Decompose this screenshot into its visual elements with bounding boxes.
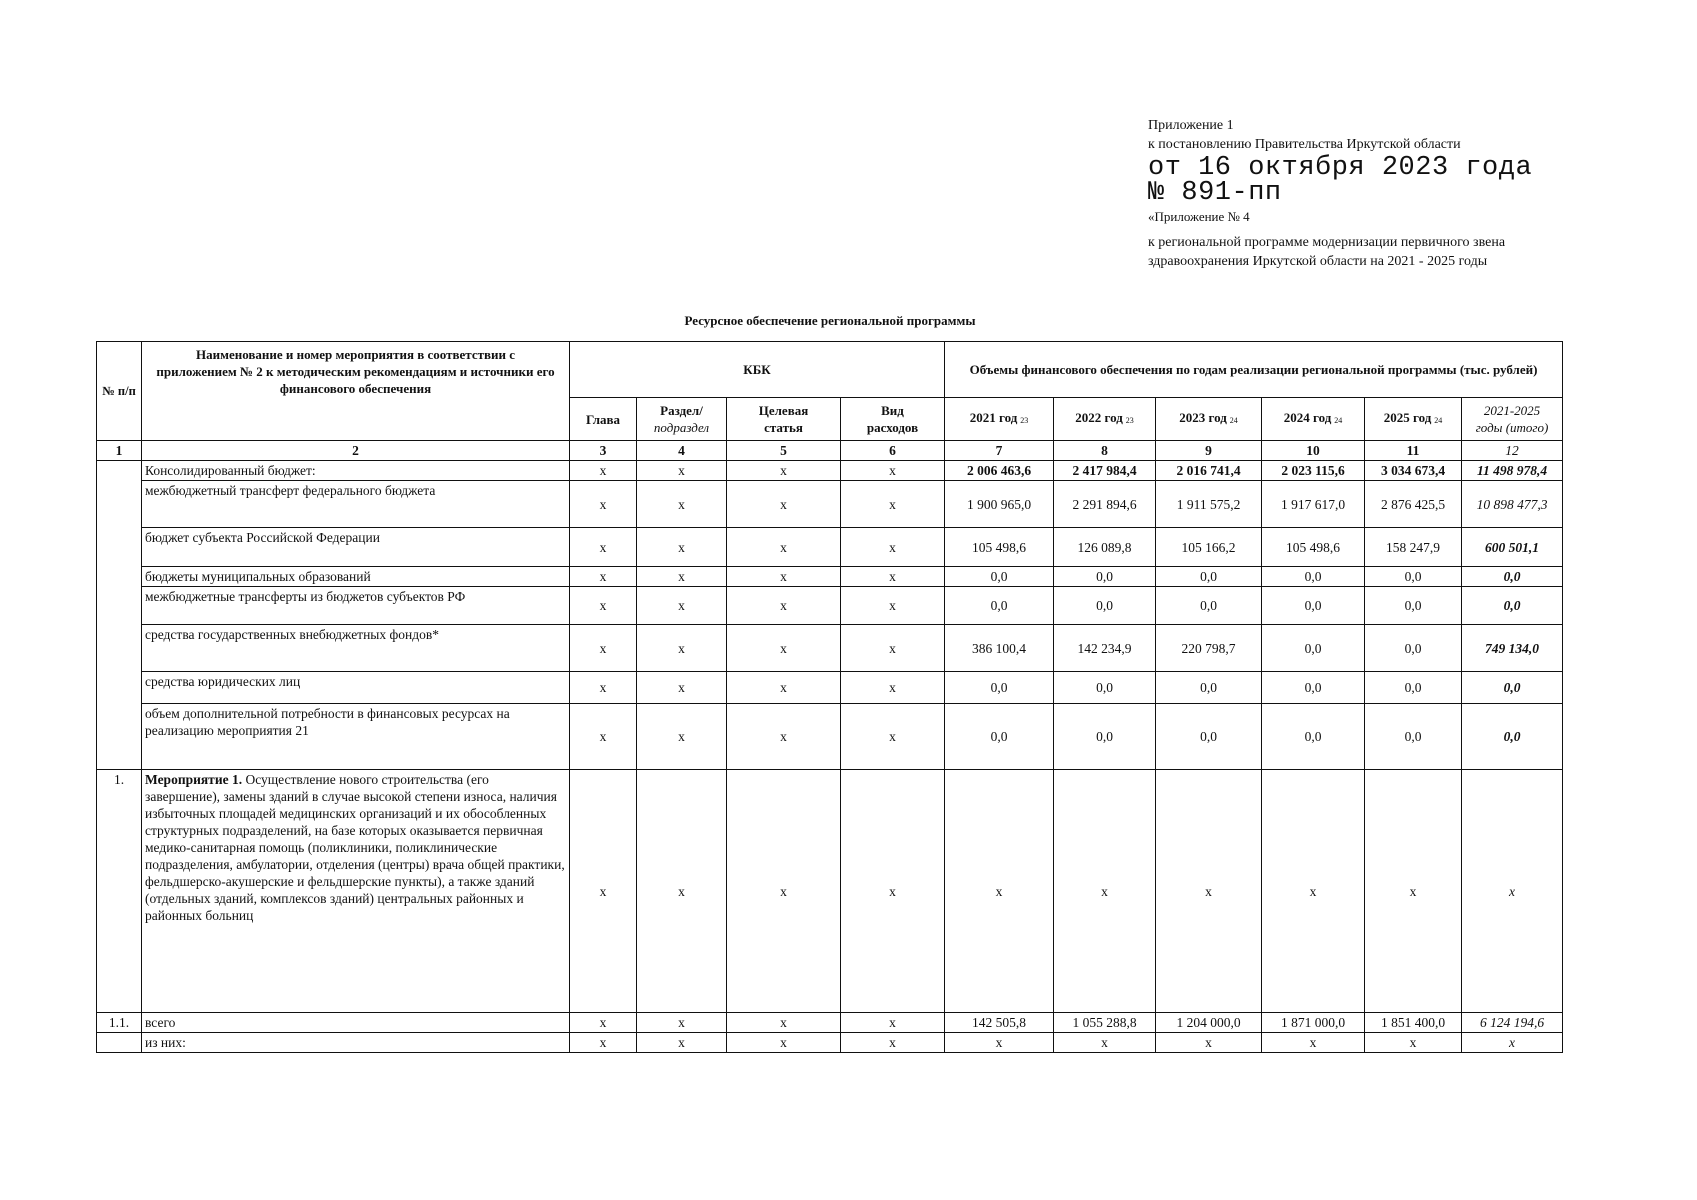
kbk-cell: x bbox=[637, 1013, 727, 1033]
value-cell: 0,0 bbox=[1365, 704, 1462, 770]
row-name: межбюджетные трансферты из бюджетов субъектов РФ bbox=[142, 587, 570, 625]
kbk-cell: x bbox=[727, 461, 841, 481]
total-cell: 749 134,0 bbox=[1462, 625, 1563, 672]
value-cell: 0,0 bbox=[1054, 704, 1156, 770]
value-cell: x bbox=[1262, 770, 1365, 1013]
date-stamp: от 16 октября 2023 года bbox=[1148, 153, 1533, 183]
appendix-header bbox=[1148, 116, 1668, 225]
kbk-cell: x bbox=[841, 567, 945, 587]
kbk-cell: x bbox=[570, 625, 637, 672]
column-number: 12 bbox=[1462, 441, 1563, 461]
value-cell: 0,0 bbox=[1262, 625, 1365, 672]
column-number: 5 bbox=[727, 441, 841, 461]
header-vid-line2: расходов bbox=[866, 420, 919, 435]
column-number: 3 bbox=[570, 441, 637, 461]
value-cell: 2 006 463,6 bbox=[945, 461, 1054, 481]
value-cell: 1 055 288,8 bbox=[1054, 1013, 1156, 1033]
kbk-cell: x bbox=[727, 625, 841, 672]
value-cell: 105 498,6 bbox=[1262, 528, 1365, 567]
table-row bbox=[97, 1033, 1563, 1053]
value-cell: 1 851 400,0 bbox=[1365, 1013, 1462, 1033]
kbk-cell: x bbox=[570, 672, 637, 704]
value-cell: 3 034 673,4 bbox=[1365, 461, 1462, 481]
value-cell: 142 505,8 bbox=[945, 1013, 1054, 1033]
kbk-cell: x bbox=[727, 770, 841, 1013]
kbk-cell: x bbox=[841, 481, 945, 528]
row-name: бюджеты муниципальных образований bbox=[142, 567, 570, 587]
kbk-cell: x bbox=[727, 567, 841, 587]
value-cell: 0,0 bbox=[945, 587, 1054, 625]
column-number: 7 bbox=[945, 441, 1054, 461]
value-cell: 0,0 bbox=[945, 567, 1054, 587]
value-cell: 1 204 000,0 bbox=[1156, 1013, 1262, 1033]
row-name: средства юридических лиц bbox=[142, 672, 570, 704]
kbk-cell: x bbox=[570, 461, 637, 481]
header-2023 bbox=[1156, 398, 1262, 441]
kbk-cell: x bbox=[841, 1033, 945, 1053]
program-line-1: к региональной программе модернизации первичного звена bbox=[1148, 235, 1506, 250]
table-row bbox=[97, 1013, 1563, 1033]
header-2024 bbox=[1262, 398, 1365, 441]
total-cell: 6 124 194,6 bbox=[1462, 1013, 1563, 1033]
value-cell: 1 871 000,0 bbox=[1262, 1013, 1365, 1033]
value-cell: 0,0 bbox=[1262, 672, 1365, 704]
table-row bbox=[97, 567, 1563, 587]
column-number: 6 bbox=[841, 441, 945, 461]
value-cell: 0,0 bbox=[1365, 625, 1462, 672]
header-total-line1: 2021-2025 bbox=[1483, 403, 1541, 418]
header-2021 bbox=[945, 398, 1054, 441]
column-number-row bbox=[97, 441, 1563, 461]
header-tselevaya-line2: статья bbox=[764, 420, 803, 435]
value-cell: x bbox=[1054, 1033, 1156, 1053]
header-2024-note: 24 bbox=[1334, 416, 1343, 425]
appendix4-label: «Приложение № 4 bbox=[1148, 209, 1250, 224]
kbk-cell: x bbox=[637, 528, 727, 567]
kbk-cell: x bbox=[727, 481, 841, 528]
column-number: 4 bbox=[637, 441, 727, 461]
value-cell: 0,0 bbox=[1365, 587, 1462, 625]
kbk-cell: x bbox=[570, 1013, 637, 1033]
value-cell: 105 498,6 bbox=[945, 528, 1054, 567]
total-cell: 10 898 477,3 bbox=[1462, 481, 1563, 528]
column-number: 9 bbox=[1156, 441, 1262, 461]
row-name bbox=[142, 770, 570, 1013]
row-name: объем дополнительной потребности в финансовых ресурсах на реализацию мероприятия 21 bbox=[142, 704, 570, 770]
value-cell: x bbox=[1156, 1033, 1262, 1053]
resource-table bbox=[96, 341, 1563, 1053]
kbk-cell: x bbox=[841, 770, 945, 1013]
header-2025-note: 24 bbox=[1434, 416, 1443, 425]
value-cell: 0,0 bbox=[945, 704, 1054, 770]
header-2025-label: 2025 год bbox=[1383, 410, 1432, 425]
table-row bbox=[97, 625, 1563, 672]
header-vid-line1: Вид bbox=[881, 403, 904, 418]
row-name: из них: bbox=[142, 1033, 570, 1053]
value-cell: 1 917 617,0 bbox=[1262, 481, 1365, 528]
kbk-cell: x bbox=[841, 461, 945, 481]
column-number: 1 bbox=[97, 441, 142, 461]
header-glava: Глава bbox=[570, 398, 637, 441]
kbk-cell: x bbox=[727, 587, 841, 625]
header-2025 bbox=[1365, 398, 1462, 441]
kbk-cell: x bbox=[570, 567, 637, 587]
kbk-cell: x bbox=[570, 704, 637, 770]
value-cell: 142 234,9 bbox=[1054, 625, 1156, 672]
column-number: 11 bbox=[1365, 441, 1462, 461]
value-cell: x bbox=[945, 770, 1054, 1013]
total-cell: 0,0 bbox=[1462, 587, 1563, 625]
value-cell: 0,0 bbox=[1262, 704, 1365, 770]
value-cell: 0,0 bbox=[1156, 672, 1262, 704]
row-name: бюджет субъекта Российской Федерации bbox=[142, 528, 570, 567]
value-cell: 0,0 bbox=[1365, 672, 1462, 704]
value-cell: 0,0 bbox=[1156, 704, 1262, 770]
column-number: 2 bbox=[142, 441, 570, 461]
header-total bbox=[1462, 398, 1563, 441]
program-reference bbox=[1148, 233, 1668, 271]
total-cell: 0,0 bbox=[1462, 672, 1563, 704]
header-name: Наименование и номер мероприятия в соответствии с приложением № 2 к методическим рекомендациям и источники его финансового обеспечения bbox=[142, 342, 570, 441]
value-cell: x bbox=[945, 1033, 1054, 1053]
header-kbk: КБК bbox=[570, 342, 945, 398]
header-2023-note: 24 bbox=[1229, 416, 1238, 425]
header-total-line2: годы (итого) bbox=[1475, 420, 1549, 435]
row-name: межбюджетный трансферт федерального бюджета bbox=[142, 481, 570, 528]
kbk-cell: x bbox=[841, 625, 945, 672]
header-2021-label: 2021 год bbox=[969, 410, 1018, 425]
value-cell: 2 023 115,6 bbox=[1262, 461, 1365, 481]
row-name: средства государственных внебюджетных фондов* bbox=[142, 625, 570, 672]
header-2022-label: 2022 год bbox=[1075, 410, 1123, 425]
row-number: 1.1. bbox=[97, 1013, 142, 1033]
value-cell: 0,0 bbox=[1156, 587, 1262, 625]
value-cell: 126 089,8 bbox=[1054, 528, 1156, 567]
kbk-cell: x bbox=[637, 587, 727, 625]
value-cell: 158 247,9 bbox=[1365, 528, 1462, 567]
header-vid bbox=[841, 398, 945, 441]
row-name: всего bbox=[142, 1013, 570, 1033]
header-razdel bbox=[637, 398, 727, 441]
value-cell: 2 016 741,4 bbox=[1156, 461, 1262, 481]
value-cell: 0,0 bbox=[945, 672, 1054, 704]
total-cell: 0,0 bbox=[1462, 567, 1563, 587]
kbk-cell: x bbox=[841, 528, 945, 567]
program-line-2: здравоохранения Иркутской области на 2021 - 2025 годы bbox=[1148, 254, 1488, 269]
kbk-cell: x bbox=[727, 1013, 841, 1033]
header-2024-label: 2024 год bbox=[1283, 410, 1332, 425]
row-number-merged bbox=[97, 461, 142, 770]
value-cell: x bbox=[1156, 770, 1262, 1013]
kbk-cell: x bbox=[637, 461, 727, 481]
total-cell: x bbox=[1462, 1033, 1563, 1053]
table-row bbox=[97, 704, 1563, 770]
kbk-cell: x bbox=[841, 587, 945, 625]
value-cell: 2 876 425,5 bbox=[1365, 481, 1462, 528]
value-cell: x bbox=[1365, 770, 1462, 1013]
kbk-cell: x bbox=[727, 672, 841, 704]
resolution-reference: к постановлению Правительства Иркутской области bbox=[1148, 137, 1461, 152]
value-cell: 0,0 bbox=[1054, 567, 1156, 587]
header-tselevaya-line1: Целевая bbox=[758, 403, 809, 418]
table-row bbox=[97, 672, 1563, 704]
header-2021-note: 23 bbox=[1020, 416, 1029, 425]
kbk-cell: x bbox=[637, 481, 727, 528]
table-row bbox=[97, 587, 1563, 625]
value-cell: x bbox=[1262, 1033, 1365, 1053]
value-cell: 2 291 894,6 bbox=[1054, 481, 1156, 528]
kbk-cell: x bbox=[637, 567, 727, 587]
row-number: 1. bbox=[97, 770, 142, 1013]
value-cell: 0,0 bbox=[1156, 567, 1262, 587]
total-cell: 600 501,1 bbox=[1462, 528, 1563, 567]
header-row-1 bbox=[97, 342, 1563, 398]
value-cell: 1 911 575,2 bbox=[1156, 481, 1262, 528]
kbk-cell: x bbox=[841, 704, 945, 770]
row-number bbox=[97, 1033, 142, 1053]
total-cell: 11 498 978,4 bbox=[1462, 461, 1563, 481]
header-num: № п/п bbox=[97, 342, 142, 441]
kbk-cell: x bbox=[727, 528, 841, 567]
kbk-cell: x bbox=[570, 770, 637, 1013]
kbk-cell: x bbox=[570, 528, 637, 567]
appendix-label: Приложение 1 bbox=[1148, 118, 1234, 133]
table-row bbox=[97, 528, 1563, 567]
kbk-cell: x bbox=[727, 704, 841, 770]
table-row bbox=[97, 770, 1563, 1013]
value-cell: 0,0 bbox=[1262, 567, 1365, 587]
table-row bbox=[97, 481, 1563, 528]
number-stamp: № 891-пп bbox=[1148, 178, 1282, 208]
table-row bbox=[97, 461, 1563, 481]
value-cell: x bbox=[1054, 770, 1156, 1013]
kbk-cell: x bbox=[841, 1013, 945, 1033]
kbk-cell: x bbox=[637, 770, 727, 1013]
kbk-cell: x bbox=[637, 704, 727, 770]
value-cell: 105 166,2 bbox=[1156, 528, 1262, 567]
row-name: Консолидированный бюджет: bbox=[142, 461, 570, 481]
document-title: Ресурсное обеспечение региональной программы bbox=[684, 313, 976, 328]
kbk-cell: x bbox=[570, 587, 637, 625]
header-tselevaya bbox=[727, 398, 841, 441]
value-cell: 0,0 bbox=[1054, 672, 1156, 704]
value-cell: 0,0 bbox=[1054, 587, 1156, 625]
value-cell: 0,0 bbox=[1262, 587, 1365, 625]
header-2022 bbox=[1054, 398, 1156, 441]
kbk-cell: x bbox=[727, 1033, 841, 1053]
kbk-cell: x bbox=[570, 481, 637, 528]
value-cell: 1 900 965,0 bbox=[945, 481, 1054, 528]
kbk-cell: x bbox=[637, 672, 727, 704]
value-cell: 220 798,7 bbox=[1156, 625, 1262, 672]
header-2023-label: 2023 год bbox=[1179, 410, 1227, 425]
column-number: 10 bbox=[1262, 441, 1365, 461]
row-name-bold: Мероприятие 1. bbox=[145, 772, 243, 787]
kbk-cell: x bbox=[570, 1033, 637, 1053]
value-cell: 386 100,4 bbox=[945, 625, 1054, 672]
kbk-cell: x bbox=[637, 625, 727, 672]
kbk-cell: x bbox=[841, 672, 945, 704]
kbk-cell: x bbox=[637, 1033, 727, 1053]
value-cell: 2 417 984,4 bbox=[1054, 461, 1156, 481]
header-razdel-line1: Раздел/ bbox=[660, 403, 703, 418]
value-cell: 0,0 bbox=[1365, 567, 1462, 587]
value-cell: x bbox=[1365, 1033, 1462, 1053]
total-cell: 0,0 bbox=[1462, 704, 1563, 770]
total-cell: x bbox=[1462, 770, 1563, 1013]
row-name-text: Осуществление нового строительства (его завершение), замены зданий в случае высокой степени износа, наличия избыточных площадей медицинских организаций и их обособленных структурных подразделений, на базе которых оказывается первичная медико-санитарная помощь (поликлиники, поликлинические подразделения, амбулатории, отделения (центры) врача общей практики, фельдшерско-акушерские и фельдшерские пункты), а также зданий (отдельных зданий, комплексов зданий) центральных районных и районных больниц bbox=[145, 772, 565, 923]
header-2022-note: 23 bbox=[1125, 416, 1134, 425]
column-number: 8 bbox=[1054, 441, 1156, 461]
header-volumes: Объемы финансового обеспечения по годам реализации региональной программы (тыс. рублей) bbox=[945, 342, 1563, 398]
header-razdel-line2: подраздел bbox=[653, 420, 710, 435]
